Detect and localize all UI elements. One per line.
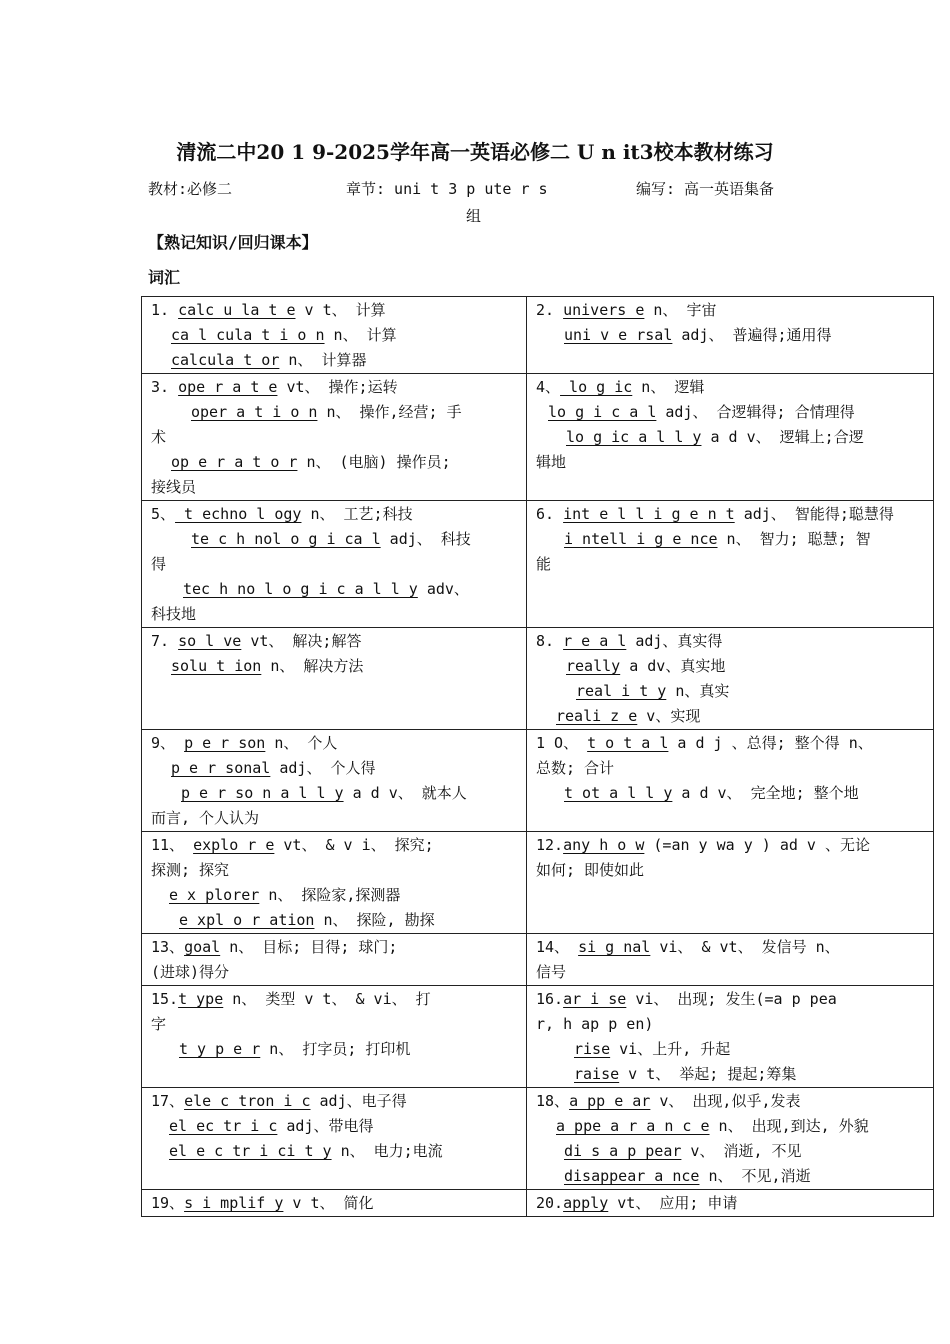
entry-definition: adj、 合逻辑得; 合情理得	[656, 403, 855, 421]
entry-definition: adv、	[417, 580, 469, 598]
vocab-cell	[527, 374, 934, 501]
entry-prefix: (进球)得分	[151, 963, 230, 981]
entry-definition: a dv、真实地	[620, 657, 726, 675]
table-row	[142, 501, 934, 628]
entry-definition: adj、真实得	[626, 632, 723, 650]
vocab-cell	[527, 1088, 934, 1190]
entry-definition: v t、 简化	[283, 1194, 374, 1212]
entry-prefix: 得	[151, 555, 167, 573]
entry-prefix: 2.	[536, 301, 564, 319]
entry-line	[151, 731, 518, 756]
entry-definition: vi、上升, 升起	[610, 1040, 731, 1058]
entry-line	[536, 527, 925, 552]
entry-line	[151, 833, 518, 858]
vocab-table	[141, 296, 934, 1217]
entry-line	[151, 323, 518, 348]
table-row	[142, 934, 934, 986]
entry-line	[536, 502, 925, 527]
entry-line	[151, 425, 518, 450]
entry-definition: vi、 出现; 发生(=a p pea	[626, 990, 837, 1008]
vocab-word: apply	[563, 1194, 609, 1212]
entry-prefix: 15.	[151, 990, 179, 1008]
vocab-word: ope r a t e	[178, 378, 278, 396]
vocab-word: t o t a l	[587, 734, 669, 752]
page-title: 清流二中20 1 9-2025学年高一英语必修二 U n it3校本教材练习	[176, 140, 774, 164]
vocab-word: int e l l i g e n t	[563, 505, 735, 523]
vocab-cell	[527, 297, 934, 374]
entry-line	[151, 1012, 518, 1037]
entry-line	[151, 577, 518, 602]
table-row	[142, 297, 934, 374]
entry-definition: v、 出现,似乎,发表	[650, 1092, 801, 1110]
vocab-cell	[142, 297, 527, 374]
vocab-word: univers e	[563, 301, 645, 319]
entry-line	[151, 806, 518, 831]
entry-line	[536, 450, 925, 475]
entry-line	[151, 375, 518, 400]
entry-definition: n、 探险家,探测器	[259, 886, 401, 904]
entry-line	[151, 450, 518, 475]
vocab-word: goal	[184, 938, 221, 956]
entry-line	[151, 756, 518, 781]
entry-prefix: 16.	[536, 990, 564, 1008]
entry-line	[536, 1062, 925, 1087]
vocab-word: si g nal	[578, 938, 651, 956]
entry-prefix: 17、	[151, 1092, 185, 1110]
vocab-word: di s a p pear	[564, 1142, 682, 1160]
vocab-word: disappear a nce	[564, 1167, 700, 1185]
vocab-cell	[142, 374, 527, 501]
entry-definition: v t、 计算	[295, 301, 386, 319]
entry-prefix: 科技地	[151, 605, 197, 623]
entry-definition: vt、 操作;运转	[277, 378, 398, 396]
entry-definition: n、 工艺;科技	[301, 505, 413, 523]
entry-definition: n、 个人	[265, 734, 338, 752]
vocab-word: lo g i c a l	[548, 403, 657, 421]
entry-line	[151, 1089, 518, 1114]
entry-line	[536, 375, 925, 400]
vocab-word: p e r so n a l l y	[181, 784, 344, 802]
entry-line	[151, 987, 518, 1012]
entry-prefix: 能	[536, 555, 552, 573]
entry-line	[151, 552, 518, 577]
vocab-word: t ype	[178, 990, 224, 1008]
entry-line	[151, 858, 518, 883]
vocab-cell	[527, 730, 934, 832]
vocab-cell	[527, 628, 934, 730]
entry-line	[151, 883, 518, 908]
entry-prefix: 18、	[536, 1092, 570, 1110]
entry-definition: a d j 、总得; 整个得 n、	[668, 734, 873, 752]
vocab-word: lo g ic a l l y	[566, 428, 702, 446]
vocab-cell	[527, 832, 934, 934]
section-recall: 【熟记知识/回归课本】	[148, 233, 318, 252]
entry-line	[151, 1139, 518, 1164]
entry-definition: n、 计算	[324, 326, 397, 344]
vocab-word: lo g ic	[560, 378, 633, 396]
entry-definition: adj、电子得	[310, 1092, 407, 1110]
entry-definition: n、真实	[666, 682, 730, 700]
vocab-word: s i mplif y	[184, 1194, 284, 1212]
entry-line	[536, 704, 925, 729]
entry-line	[151, 1037, 518, 1062]
vocab-word: rise	[574, 1040, 611, 1058]
entry-line	[151, 908, 518, 933]
entry-line	[536, 756, 925, 781]
vocab-cell	[142, 1190, 527, 1217]
vocab-word: uni v e rsal	[564, 326, 673, 344]
vocab-word: op e r a t o r	[171, 453, 298, 471]
table-row	[142, 374, 934, 501]
vocab-word: real i t y	[576, 682, 667, 700]
entry-definition: a d v、 逻辑上;合逻	[701, 428, 864, 446]
entry-prefix: 探测; 探究	[151, 861, 230, 879]
entry-definition: adj、带电得	[277, 1117, 374, 1135]
entry-line	[536, 858, 925, 883]
entry-line	[151, 502, 518, 527]
entry-prefix: 辑地	[536, 453, 567, 471]
entry-definition: a d v、 完全地; 整个地	[672, 784, 859, 802]
vocab-word: p e r son	[184, 734, 266, 752]
vocab-cell	[527, 986, 934, 1088]
entry-prefix: 12.	[536, 836, 564, 854]
vocab-cell	[142, 934, 527, 986]
entry-line	[151, 629, 518, 654]
meta-author-cont: 组	[466, 207, 482, 225]
entry-prefix: 术	[151, 428, 167, 446]
entry-prefix: 总数; 合计	[536, 759, 615, 777]
entry-line	[151, 475, 518, 500]
table-row	[142, 986, 934, 1088]
entry-line	[151, 348, 518, 373]
vocab-word: ar i se	[563, 990, 627, 1008]
entry-definition: a d v、 就本人	[343, 784, 467, 802]
vocab-word: ca l cula t i o n	[171, 326, 325, 344]
table-row	[142, 1088, 934, 1190]
entry-definition: vt、 应用; 申请	[608, 1194, 738, 1212]
entry-line	[151, 654, 518, 679]
entry-prefix: 11、	[151, 836, 194, 854]
vocab-word: a pp e ar	[569, 1092, 651, 1110]
entry-prefix: 5、	[151, 505, 176, 523]
entry-definition: n、 探险, 勘探	[314, 911, 435, 929]
entry-line	[536, 1114, 925, 1139]
entry-definition: n、 (电脑) 操作员;	[297, 453, 451, 471]
entry-definition: n、 智力; 聪慧; 智	[717, 530, 871, 548]
vocab-word: i ntell i g e nce	[564, 530, 718, 548]
vocab-cell	[142, 1088, 527, 1190]
entry-line	[536, 400, 925, 425]
entry-definition: adj、 普遍得;通用得	[672, 326, 832, 344]
vocab-cell	[527, 934, 934, 986]
entry-line	[151, 935, 518, 960]
vocab-word: raise	[574, 1065, 620, 1083]
vocab-word: t ot a l l y	[564, 784, 673, 802]
entry-definition: n、 逻辑	[632, 378, 705, 396]
entry-line	[536, 323, 925, 348]
entry-prefix: 6.	[536, 505, 564, 523]
vocab-word: e xpl o r ation	[179, 911, 315, 929]
vocab-cell	[527, 501, 934, 628]
entry-definition: n、 打字员; 打印机	[260, 1040, 411, 1058]
entry-prefix: 3.	[151, 378, 179, 396]
entry-line	[151, 1114, 518, 1139]
vocab-word: p e r sonal	[171, 759, 271, 777]
entry-line	[151, 781, 518, 806]
entry-line	[536, 679, 925, 704]
entry-prefix: 7.	[151, 632, 179, 650]
entry-definition: adj、 个人得	[270, 759, 376, 777]
entry-definition: v、实现	[637, 707, 701, 725]
entry-definition: n、 目标; 目得; 球门;	[220, 938, 398, 956]
vocab-word: calc u la t e	[178, 301, 296, 319]
entry-line	[536, 987, 925, 1012]
meta-chapter: 章节: uni t 3 p ute r s	[346, 180, 548, 198]
entry-definition: n、 不见,消逝	[699, 1167, 811, 1185]
entry-definition: vi、 & vt、 发信号 n、	[650, 938, 840, 956]
entry-line	[536, 629, 925, 654]
entry-prefix: 信号	[536, 963, 567, 981]
entry-line	[536, 654, 925, 679]
vocab-cell	[142, 730, 527, 832]
vocab-word: el e c tr i ci t y	[169, 1142, 332, 1160]
entry-prefix: 13、	[151, 938, 185, 956]
entry-line	[536, 781, 925, 806]
entry-line	[536, 1191, 925, 1216]
entry-prefix: 字	[151, 1015, 167, 1033]
vocab-cell	[142, 501, 527, 628]
entry-line	[536, 731, 925, 756]
entry-line	[536, 1012, 925, 1037]
entry-prefix: r, h ap p en)	[536, 1015, 654, 1033]
vocab-word: t y p e r	[179, 1040, 261, 1058]
entry-prefix: 而言, 个人认为	[151, 809, 260, 827]
entry-definition: n、 电力;电流	[331, 1142, 443, 1160]
entry-line	[536, 960, 925, 985]
vocab-word: oper a t i o n	[191, 403, 318, 421]
vocab-cell	[142, 832, 527, 934]
entry-line	[151, 602, 518, 627]
entry-definition: n、 宇宙	[644, 301, 717, 319]
vocab-cell	[142, 628, 527, 730]
entry-prefix: 14、	[536, 938, 579, 956]
vocab-word: solu t ion	[171, 657, 262, 675]
entry-line	[151, 298, 518, 323]
vocab-word: explo r e	[193, 836, 275, 854]
entry-definition: v t、 举起; 提起;筹集	[619, 1065, 797, 1083]
entry-definition: n、 操作,经营; 手	[317, 403, 462, 421]
entry-prefix: 1.	[151, 301, 179, 319]
entry-line	[536, 298, 925, 323]
entry-line	[151, 400, 518, 425]
entry-line	[151, 1191, 518, 1216]
entry-line	[151, 960, 518, 985]
table-row	[142, 628, 934, 730]
entry-line	[536, 833, 925, 858]
entry-definition: n、 解决方法	[261, 657, 364, 675]
entry-line	[151, 527, 518, 552]
entry-prefix: 接线员	[151, 478, 197, 496]
vocab-cell	[527, 1190, 934, 1217]
vocab-word: a ppe a r a n c e	[556, 1117, 710, 1135]
entry-definition: vt、 & v i、 探究;	[274, 836, 434, 854]
entry-definition: n、 类型 v t、 & vi、 打	[223, 990, 431, 1008]
entry-prefix: 20.	[536, 1194, 564, 1212]
entry-line	[536, 425, 925, 450]
entry-prefix: 8.	[536, 632, 564, 650]
entry-line	[536, 1037, 925, 1062]
meta-author: 编写: 高一英语集备	[636, 180, 775, 198]
entry-line	[536, 1139, 925, 1164]
table-row	[142, 1190, 934, 1217]
vocab-word: tec h no l o g i c a l l y	[183, 580, 418, 598]
entry-definition: adj、 科技	[380, 530, 471, 548]
entry-line	[536, 552, 925, 577]
entry-definition: (=an y wa y ) ad v 、无论	[644, 836, 870, 854]
vocab-word: te c h nol o g i ca l	[191, 530, 381, 548]
entry-line	[536, 935, 925, 960]
entry-prefix: 9、	[151, 734, 185, 752]
entry-line	[536, 1089, 925, 1114]
meta-textbook: 教材:必修二	[148, 180, 233, 198]
vocab-word: so l ve	[178, 632, 242, 650]
vocab-word: calcula t or	[171, 351, 280, 369]
entry-definition: n、 出现,到达, 外貌	[709, 1117, 869, 1135]
vocab-word: t echno l ogy	[175, 505, 302, 523]
vocab-cell	[142, 986, 527, 1088]
vocab-word: ele c tron i c	[184, 1092, 311, 1110]
entry-prefix: 19、	[151, 1194, 185, 1212]
entry-definition: v、 消逝, 不见	[681, 1142, 802, 1160]
vocab-word: el ec tr i c	[169, 1117, 278, 1135]
entry-prefix: 4、	[536, 378, 561, 396]
vocab-word: e x plorer	[169, 886, 260, 904]
entry-definition: adj、 智能得;聪慧得	[734, 505, 894, 523]
vocab-word: any h o w	[563, 836, 645, 854]
entry-prefix: 1 O、	[536, 734, 588, 752]
entry-definition: n、 计算器	[279, 351, 367, 369]
entry-line	[536, 1164, 925, 1189]
entry-prefix: 如何; 即使如此	[536, 861, 645, 879]
vocab-word: reali z e	[556, 707, 638, 725]
table-row	[142, 832, 934, 934]
vocab-word: really	[566, 657, 621, 675]
vocab-word: r e a l	[563, 632, 627, 650]
entry-definition: vt、 解决;解答	[241, 632, 362, 650]
table-row	[142, 730, 934, 832]
section-vocab: 词汇	[148, 268, 181, 287]
